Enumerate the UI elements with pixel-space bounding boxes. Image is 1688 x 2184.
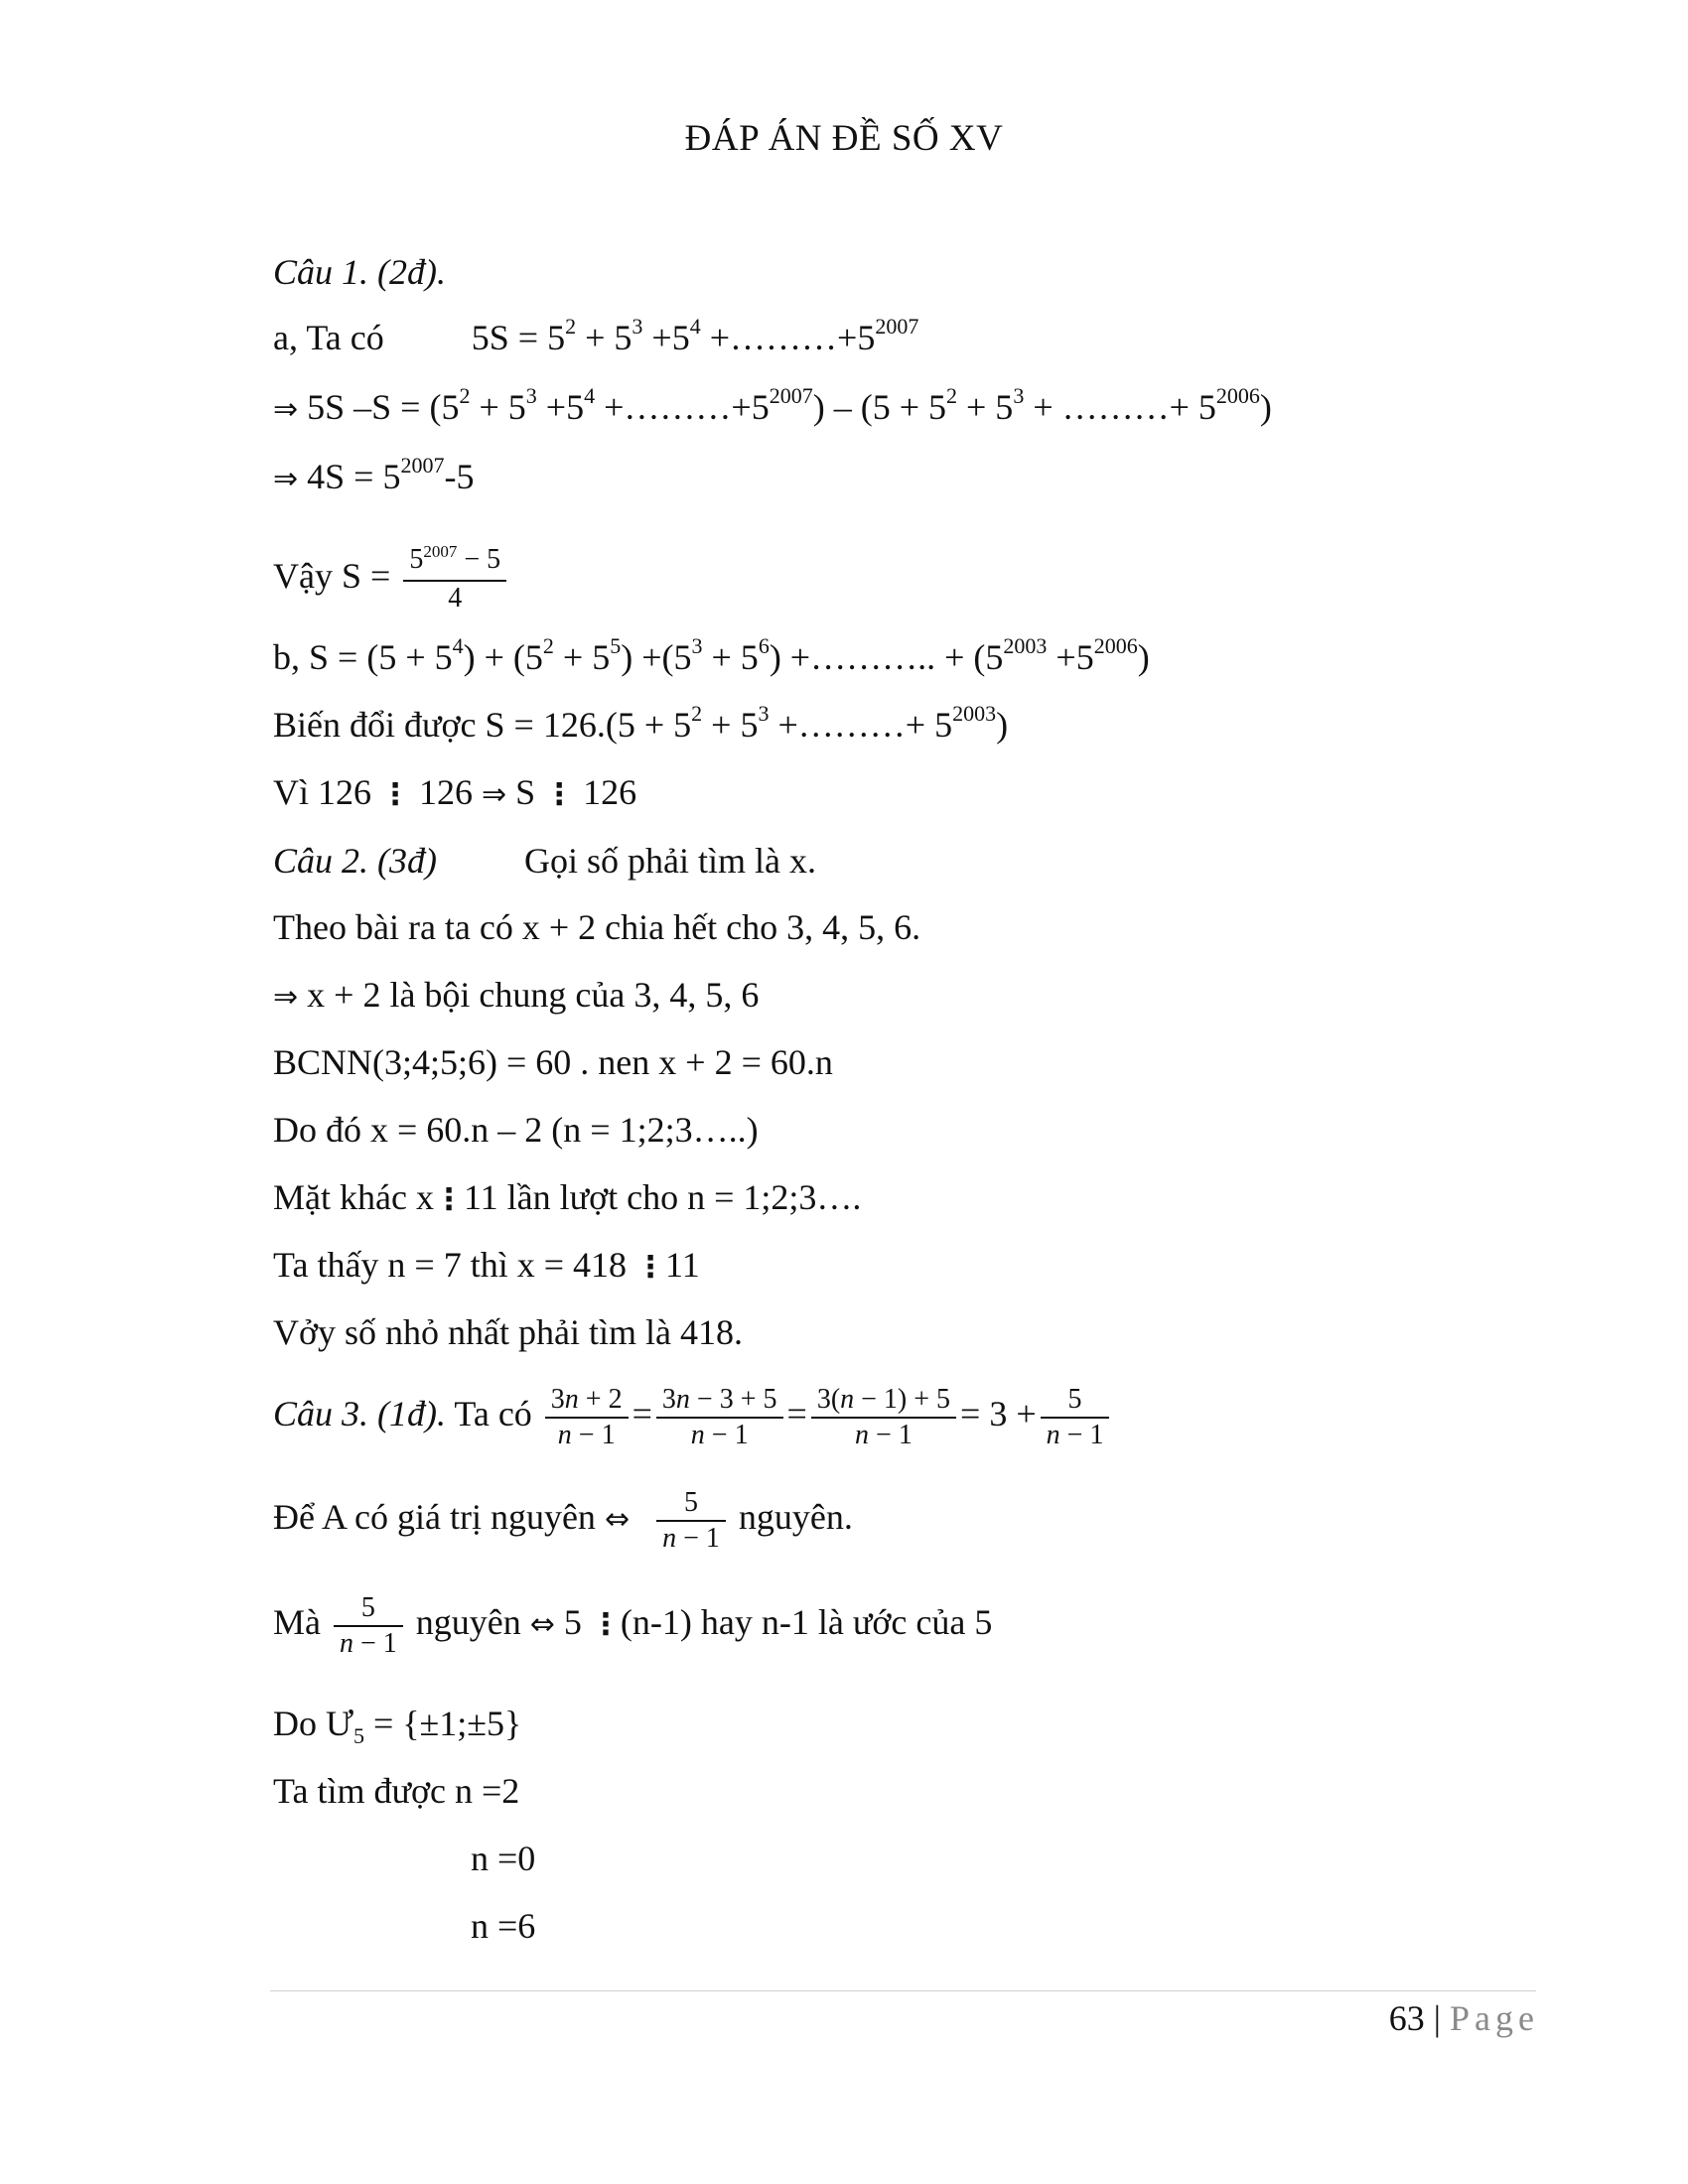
- cau1-heading: Câu 1. (2đ).: [273, 252, 446, 292]
- divides-icon: ⋮: [590, 1607, 621, 1642]
- page-title: ĐÁP ÁN ĐỀ SỐ XV: [684, 118, 1004, 159]
- cau3-line-ta-tim: Ta tìm được n =2: [273, 1771, 520, 1811]
- divides-icon: ⋮: [380, 777, 410, 812]
- page-number: 63: [1388, 1998, 1425, 2038]
- footer-separator: |: [1433, 1998, 1442, 2038]
- cau2-line-bcnn: BCNN(3;4;5;6) = 60 . nen x + 2 = 60.n: [273, 1042, 833, 1082]
- cau3-line-ma: Mà $\frac{5}{n - 1}$ nguyên ⇔ 5 ⋮(n-1) hay n-1 là ước của 5: [273, 1591, 993, 1659]
- fraction-s: $\frac{5^{2007} - 5}{4}$: [403, 543, 506, 615]
- divides-icon: ⋮: [635, 1250, 666, 1285]
- cau1-line-subtract: ⇒ 5S $-S = (5^2 + 5^3 +5^4$ $+\dots\dots\dots+5^{2007}) - (5 + 5^2 + 5^3$ + ………+ $5^{2006}$): [273, 383, 1272, 427]
- cau2-line-conclusion: Vởy số nhỏ nhất phải tìm là 418.: [273, 1312, 743, 1352]
- cau1-line-vay: Vậy S = $\frac{5^{2007} - 5}{4}$: [273, 536, 510, 615]
- implies-icon: ⇒: [273, 462, 299, 496]
- cau3-line-do-u: Do $Ư_5$ = {±1;±5}: [273, 1704, 522, 1748]
- implies-icon: ⇒: [273, 980, 299, 1015]
- cau2-line-do-do: Do đó x = 60.n – 2 (n = 1;2;3…..): [273, 1110, 759, 1150]
- cau3-heading: Câu 3. (1đ).: [273, 1394, 446, 1433]
- cau2-line-ta-thay: Ta thấy n = 7 thì x = 418 ⋮11: [273, 1245, 700, 1285]
- footer-divider: [270, 1990, 1536, 1991]
- cau1-line-bien-doi: Biến đổi được $S = 126.(5 + 5^2 + 5^3$ +………+ $5^{2003}$): [273, 701, 1009, 745]
- cau3-line-n0: n =0: [471, 1839, 536, 1878]
- cau2-line-theo: Theo bài ra ta có x + 2 chia hết cho 3, 4, 5, 6.: [273, 907, 921, 947]
- cau1-line-vi: Vì 126 ⋮ 126 ⇒ S ⋮ 126: [273, 772, 637, 812]
- cau1-line-a: a, Ta có $5S = 5^2 + 5^3 +5^4$ $+\dots\dots\dots+5^{2007}$: [273, 314, 919, 357]
- cau3-line-n6: n =6: [471, 1906, 536, 1946]
- cau2-line-boi-chung: ⇒ x + 2 là bội chung của 3, 4, 5, 6: [273, 975, 760, 1015]
- cau2-heading: Câu 2. (3đ): [273, 841, 437, 881]
- page-label: Page: [1450, 1998, 1539, 2038]
- cau3-line-ta-co: Câu 3. (1đ). Ta có $\frac{3n + 2}{n - 1}$ = $\frac{3n - 3 + 5}{n - 1}$ = $\frac{3(n - 1) + 5}{n - 1}$ = 3 + $\frac{5}{n - 1}$: [273, 1376, 1113, 1452]
- fraction-4: $\frac{5}{n - 1}$: [1041, 1383, 1110, 1452]
- fraction-5: $\frac{5}{n - 1}$: [656, 1486, 726, 1556]
- cau2-heading-line: Câu 2. (3đ) Gọi số phải tìm là x.: [273, 841, 816, 881]
- iff-icon: ⇔: [604, 1502, 631, 1537]
- fraction-6: $\frac{5}{n - 1}$: [334, 1591, 403, 1661]
- cau2-line-mat-khac: Mặt khác x⋮11 lần lượt cho n = 1;2;3….: [273, 1177, 862, 1217]
- implies-icon: ⇒: [273, 392, 299, 427]
- cau1-line-4s: ⇒ $4S = 5^{2007}-5$: [273, 453, 475, 496]
- fraction-3: $\frac{3(n - 1) + 5}{n - 1}$: [811, 1383, 956, 1452]
- fraction-1: $\frac{3n + 2}{n - 1}$: [545, 1383, 629, 1452]
- divides-icon: ⋮: [544, 777, 575, 812]
- divides-icon: ⋮: [433, 1182, 464, 1217]
- page-footer: [1389, 1997, 1539, 2039]
- cau1-line-b: b, $S = (5 + 5^4) + (5^2 + 5^5) +(5^3 + 5^6)$ +……….. + $(5^{2003} +5^{2006})$: [273, 633, 1150, 677]
- implies-icon: ⇒: [482, 777, 507, 812]
- iff-icon: ⇔: [529, 1607, 555, 1642]
- cau3-line-de-a: Để A có giá trị nguyên ⇔ $\frac{5}{n - 1}$ nguyên.: [273, 1486, 853, 1554]
- fraction-2: $\frac{3n - 3 + 5}{n - 1}$: [656, 1383, 783, 1452]
- cau1-a-prefix: a, Ta có: [273, 318, 384, 357]
